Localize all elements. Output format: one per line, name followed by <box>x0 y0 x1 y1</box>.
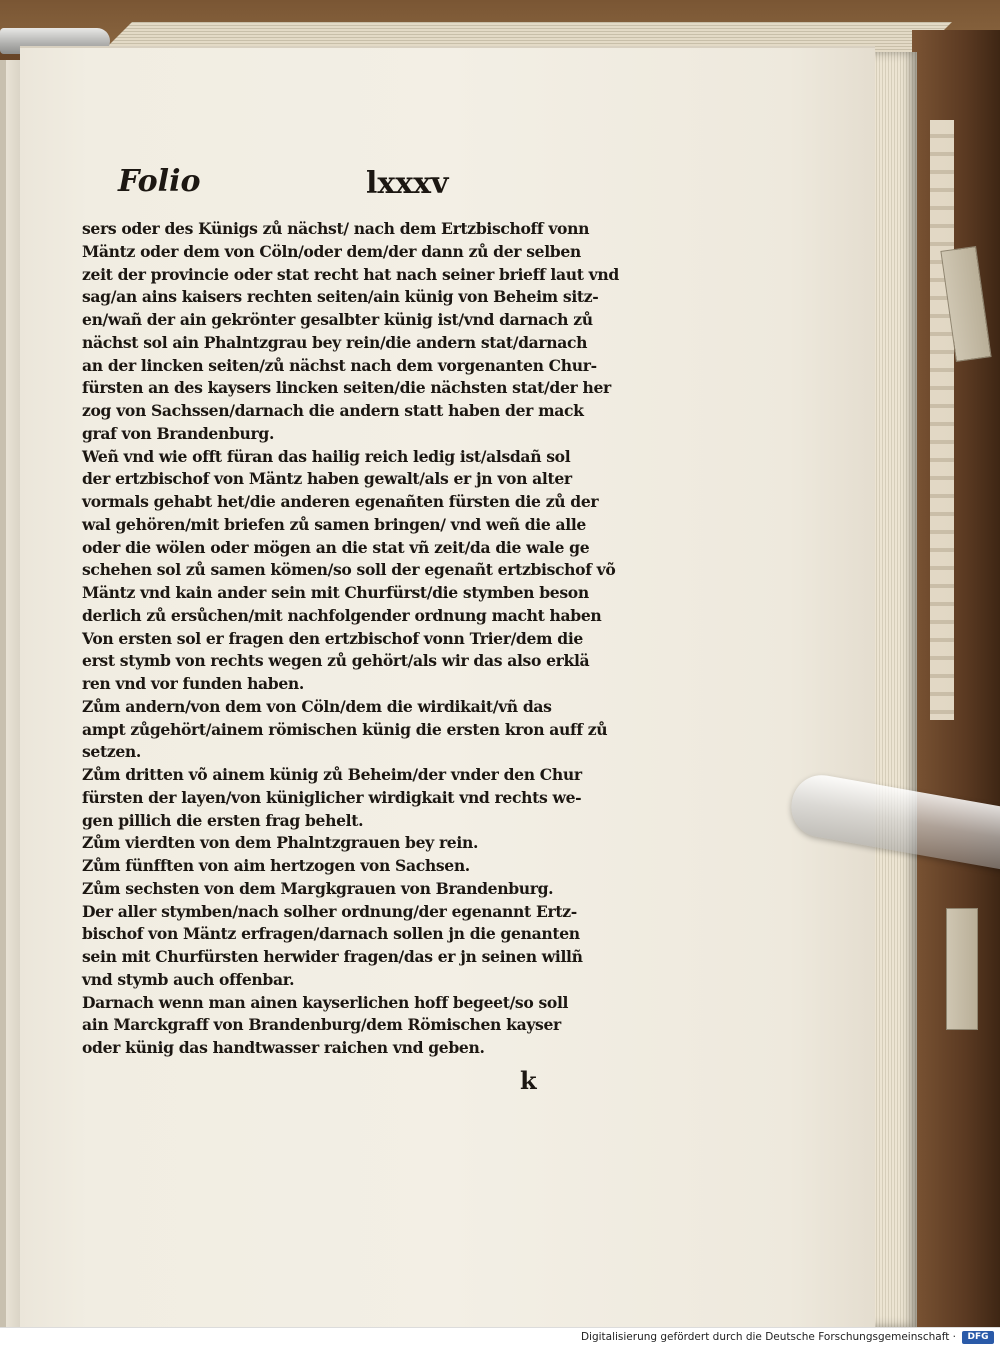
page-body-text <box>82 218 619 1060</box>
text-line: Darnach wenn man ainen kayserlichen hoff begeet/so soll <box>82 992 569 1012</box>
text-line: vormals gehabt het/die anderen egenañten fürsten die zů der <box>82 492 599 511</box>
text-line: nächst sol ain Phalntzgrau bey rein/die andern stat/darnach <box>82 332 588 352</box>
text-line: sag/an ains kaisers rechten seiten/ain künig von Beheim sitz- <box>82 287 599 307</box>
text-line: en/wañ der ain gekrönter gesalbter künig ist/vnd darnach zů <box>82 310 593 329</box>
text-line: fürsten an des kaysers lincken seiten/die nächsten stat/der her <box>82 378 611 398</box>
torn-page-edges <box>930 120 954 720</box>
text-line: Zům sechsten von dem Margkgrauen von Brandenburg. <box>82 878 554 898</box>
facing-page-gutter <box>0 60 6 1327</box>
page-tab-marker <box>946 908 978 1030</box>
folio-number: lxxxv <box>366 166 449 201</box>
text-line: wal gehören/mit briefen zů samen bringen/ vnd weñ die alle <box>82 514 586 534</box>
text-line: vnd stymb auch offenbar. <box>82 969 295 989</box>
book-cover-right <box>912 30 1000 1327</box>
text-line: Zům vierdten von dem Phalntzgrauen bey rein. <box>82 833 479 853</box>
text-line: erst stymb von rechts wegen zů gehört/als wir das also erklä <box>82 651 590 671</box>
text-line: ain Marckgraff von Brandenburg/dem Römischen kayser <box>82 1015 561 1035</box>
page-header-label: Folio <box>118 164 201 199</box>
text-line: schehen sol zů samen kömen/so soll der egenañt ertzbischof võ <box>82 560 616 580</box>
text-line: Weñ vnd wie offt füran das hailig reich ledig ist/alsdañ sol <box>82 446 571 466</box>
text-line: ren vnd vor funden haben. <box>82 674 304 693</box>
text-line: Zům andern/von dem von Cöln/dem die wirdikait/vñ das <box>82 696 552 716</box>
text-line: an der lincken seiten/zů nächst nach dem vorgenanten Chur- <box>82 355 597 375</box>
text-line: setzen. <box>82 742 141 762</box>
text-line: gen pillich die ersten frag behelt. <box>82 810 364 830</box>
text-line: derlich zů ersůchen/mit nachfolgender ordnung macht haben <box>82 605 602 625</box>
text-line: Mäntz oder dem von Cöln/oder dem/der dann zů der selben <box>82 241 581 261</box>
text-line: Zům dritten võ ainem künig zů Beheim/der vnder den Chur <box>82 765 582 784</box>
footer-bar <box>0 1327 1000 1348</box>
signature-mark: k <box>520 1066 537 1095</box>
text-line: bischof von Mäntz erfragen/darnach sollen jn die genanten <box>82 924 580 944</box>
text-line: sein mit Churfürsten herwider fragen/das er jn seinen willñ <box>82 947 583 966</box>
text-line: Zům fünfften von aim hertzogen von Sachsen. <box>82 856 470 875</box>
text-line: ampt zůgehört/ainem römischen künig die ersten kron auff zů <box>82 719 608 739</box>
text-line: Der aller stymben/nach solher ordnung/der egenannt Ertz- <box>82 901 577 921</box>
text-line: Mäntz vnd kain ander sein mit Churfürst/die stymben beson <box>82 583 589 602</box>
text-line: oder die wölen oder mögen an die stat vñ zeit/da die wale ge <box>82 537 590 557</box>
footer-credit-text: Digitalisierung gefördert durch die Deutsche Forschungsgemeinschaft · <box>580 1331 956 1343</box>
text-line: der ertzbischof von Mäntz haben gewalt/als er jn von alter <box>82 469 572 489</box>
dfg-logo: DFG <box>962 1331 994 1344</box>
text-line: Von ersten sol er fragen den ertzbischof vonn Trier/dem die <box>82 628 583 648</box>
text-line: oder künig das handtwasser raichen vnd geben. <box>82 1038 485 1057</box>
text-line: sers oder des Künigs zů nächst/ nach dem Ertzbischoff vonn <box>82 219 590 238</box>
text-line: fürsten der layen/von küniglicher wirdigkait vnd rechts we- <box>82 787 582 807</box>
text-line: zeit der provincie oder stat recht hat nach seiner brieff laut vnd <box>82 264 619 284</box>
text-line: graf von Brandenburg. <box>82 423 275 443</box>
text-line: zog von Sachssen/darnach die andern statt haben der mack <box>82 401 584 420</box>
